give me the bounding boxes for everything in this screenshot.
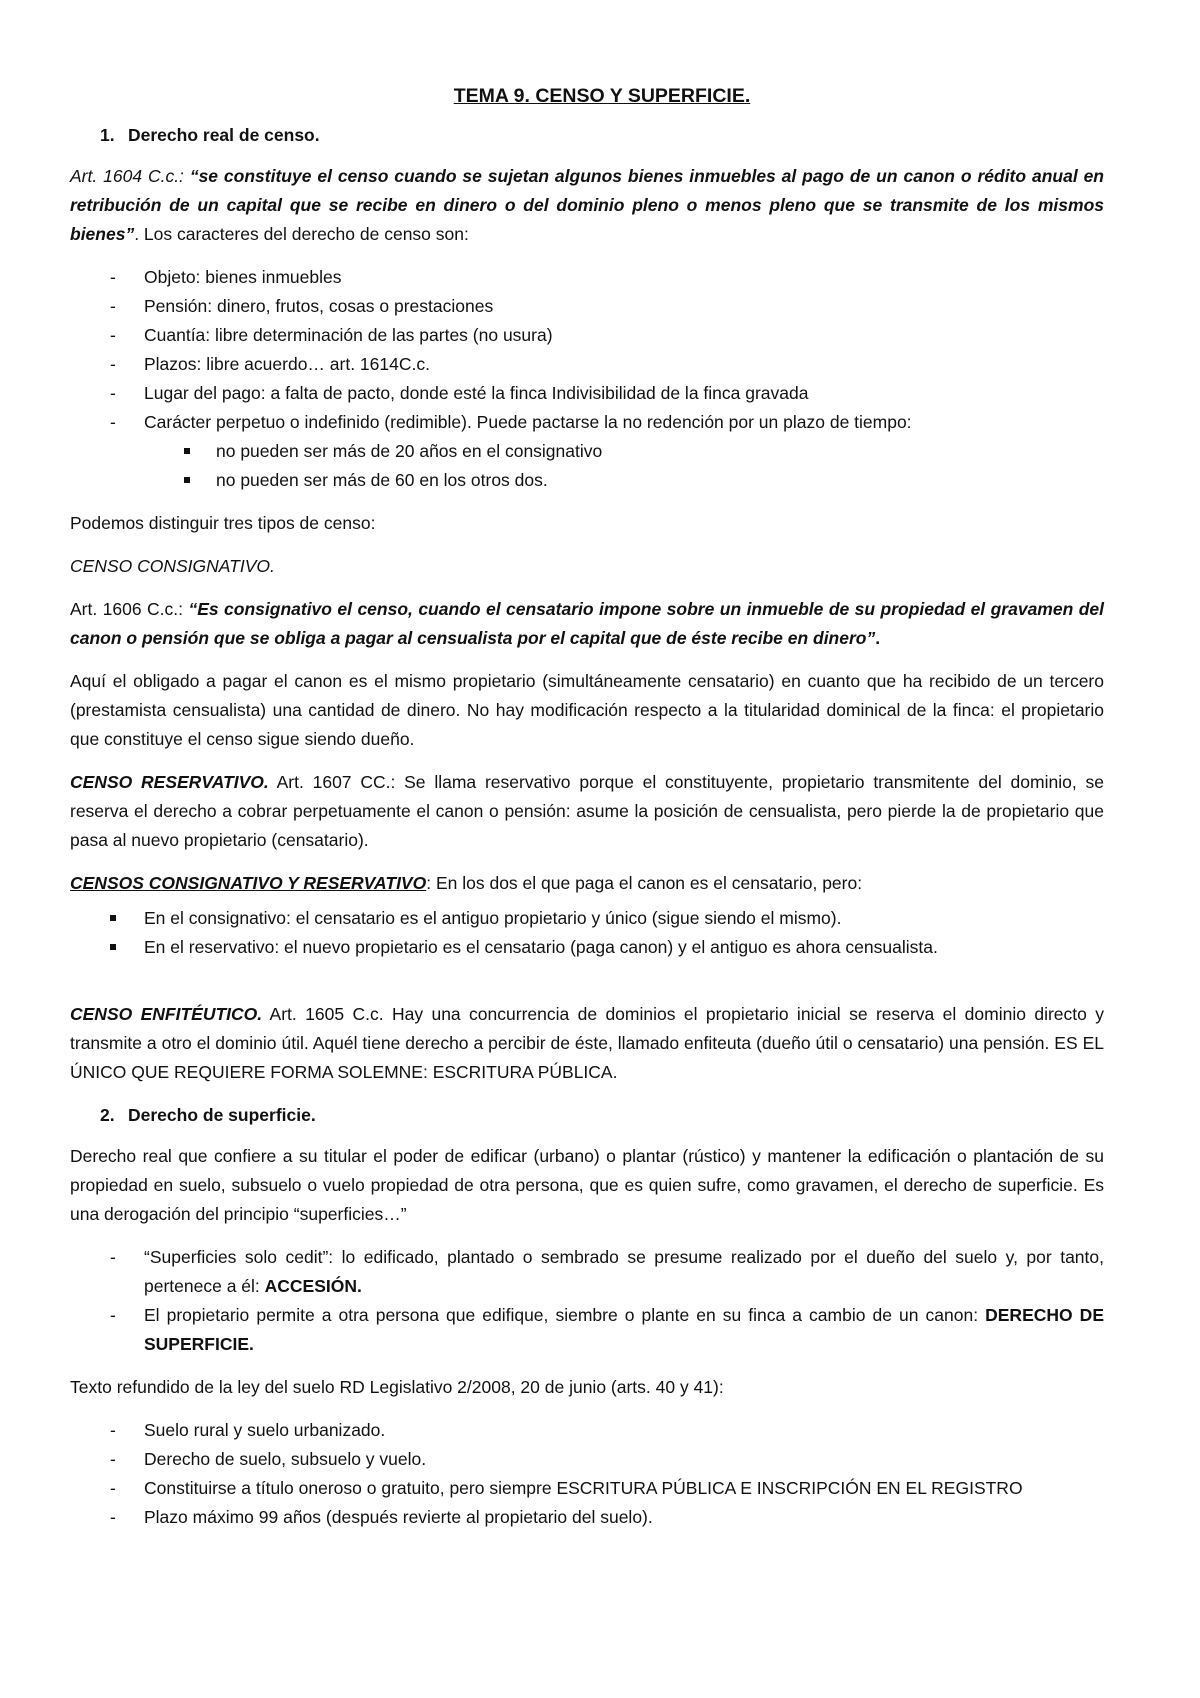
ley-suelo-intro: Texto refundido de la ley del suelo RD Legislativo 2/2008, 20 de junio (arts. 40 y 41): xyxy=(70,1377,724,1397)
tipos-intro: Podemos distinguir tres tipos de censo: xyxy=(70,513,376,533)
censo-enfiteutico-heading: CENSO ENFITÉUTICO. xyxy=(70,1004,263,1024)
list-item: - Derecho de suelo, subsuelo y vuelo. xyxy=(110,1449,427,1469)
list-item: - Cuantía: libre determinación de las partes (no usura) xyxy=(110,325,553,345)
ley-suelo-list xyxy=(70,1416,1104,1532)
list-item: - Carácter perpetuo o indefinido (redimible). Puede pactarse la no redención por un plazo de tiempo: xyxy=(110,412,912,432)
square-bullet-icon xyxy=(184,448,190,454)
list-item: - Suelo rural y suelo urbanizado. xyxy=(110,1420,386,1440)
art-1604-ref: Art. 1604 C.c.: xyxy=(70,166,190,186)
art-1604-quote: “se constituye el censo cuando se sujetan algunos bienes inmuebles al pago de un canon o rédito anual en retribución de un capital que se recibe en dinero o del dominio pleno o menos pleno que se transmite de los mismos bienes” xyxy=(70,166,1104,244)
ambos-paragraph xyxy=(70,869,1104,898)
spacer xyxy=(70,976,1104,1000)
superficie-intro: Derecho real que confiere a su titular el poder de edificar (urbano) o plantar (rústico) y mantener la edificación o plantación de su propiedad en suelo, subsuelo o vuelo propiedad de otra persona, que es quien sufre, como gravamen, el derecho de superficie. Es una derogación del principio “superficies…” xyxy=(70,1146,1104,1224)
reservativo-text: Art. 1607 CC.: Se llama reservativo porque el constituyente, propietario transmitente del dominio, se reserva el derecho a cobrar perpetuamente el canon o pensión: asume la posición de censualista, pero pierde la de propietario que pasa al nuevo propietario (censatario). xyxy=(70,772,1104,850)
ambos-heading: CENSOS CONSIGNATIVO Y RESERVATIVO xyxy=(70,873,427,893)
list-item: En el consignativo: el censatario es el antiguo propietario y único (sigue siendo el mismo). xyxy=(70,904,1104,933)
section-1-heading xyxy=(70,121,1104,150)
superficie-list xyxy=(70,1243,1104,1359)
list-item: no pueden ser más de 20 años en el consignativo xyxy=(70,437,1104,466)
square-bullet-icon xyxy=(110,915,116,921)
section-1-number: 1. xyxy=(100,125,115,145)
list-item: - Plazo máximo 99 años (después revierte al propietario del suelo). xyxy=(110,1507,653,1527)
reservativo-paragraph xyxy=(70,768,1104,855)
art-1606-ref: Art. 1606 C.c.: xyxy=(70,599,189,619)
document-title: TEMA 9. CENSO Y SUPERFICIE. xyxy=(453,85,751,107)
censo-reservativo-heading: CENSO RESERVATIVO. xyxy=(70,772,269,792)
art-1604-paragraph xyxy=(70,162,1104,249)
square-bullet-icon xyxy=(184,477,190,483)
consignativo-paragraph: Aquí el obligado a pagar el canon es el mismo propietario (simultáneamente censatario) en cuanto que ha recibido de un tercero (prestamista censualista) una cantidad de dinero. No hay modificación respecto a la titularidad dominical de la finca: el propietario que constituye el censo sigue siendo dueño. xyxy=(70,671,1104,749)
enfiteutico-paragraph xyxy=(70,1000,1104,1087)
list-item: En el reservativo: el nuevo propietario es el censatario (paga canon) y el antiguo es ahora censualista. xyxy=(70,933,1104,962)
list-item: - Objeto: bienes inmuebles xyxy=(110,267,342,287)
ambos-list xyxy=(70,904,1104,962)
section-2-number: 2. xyxy=(100,1105,115,1125)
list-item: - “Superficies solo cedit”: lo edificado, plantado o sembrado se presume realizado por el dueño del suelo y, por tanto, pertenece a él: ACCESIÓN. xyxy=(110,1247,1104,1296)
list-item: no pueden ser más de 60 en los otros dos. xyxy=(70,466,1104,495)
art-1606-after: . xyxy=(875,628,881,648)
caracteres-list xyxy=(70,263,1104,437)
list-item: - Constituirse a título oneroso o gratuito, pero siempre ESCRITURA PÚBLICA E INSCRIPCIÓN EN EL REGISTRO xyxy=(110,1478,1023,1498)
list-item: - Pensión: dinero, frutos, cosas o prestaciones xyxy=(110,296,494,316)
section-1-title: Derecho real de censo. xyxy=(128,125,320,145)
art-1606-paragraph xyxy=(70,595,1104,653)
section-2-title: Derecho de superficie. xyxy=(128,1105,316,1125)
list-item: - Lugar del pago: a falta de pacto, donde esté la finca Indivisibilidad de la finca gravada xyxy=(110,383,809,403)
art-1604-after: . Los caracteres del derecho de censo son: xyxy=(134,224,469,244)
section-2-heading xyxy=(70,1101,1104,1130)
list-item: - El propietario permite a otra persona que edifique, siembre o plante en su finca a cambio de un canon: DERECHO DE SUPERFICIE. xyxy=(110,1305,1104,1354)
ambos-text: : En los dos el que paga el canon es el censatario, pero: xyxy=(426,873,863,893)
plazos-sublist xyxy=(70,437,1104,495)
art-1606-quote: “Es consignativo el censo, cuando el censatario impone sobre un inmueble de su propiedad el gravamen del canon o pensión que se obliga a pagar al censualista por el capital que de éste recibe en dinero” xyxy=(70,599,1105,648)
enfiteutico-text: Art. 1605 C.c. Hay una concurrencia de dominios el propietario inicial se reserva el dominio directo y transmite a otro el dominio útil. Aquél tiene derecho a percibir de éste, llamado enfiteuta (dueño útil o censatario) una pensión. ES EL ÚNICO QUE REQUIERE FORMA SOLEMNE: ESCRITURA PÚBLICA. xyxy=(70,1004,1104,1082)
square-bullet-icon xyxy=(110,944,116,950)
censo-consignativo-heading: CENSO CONSIGNATIVO. xyxy=(70,556,275,576)
list-item: - Plazos: libre acuerdo… art. 1614C.c. xyxy=(110,354,430,374)
